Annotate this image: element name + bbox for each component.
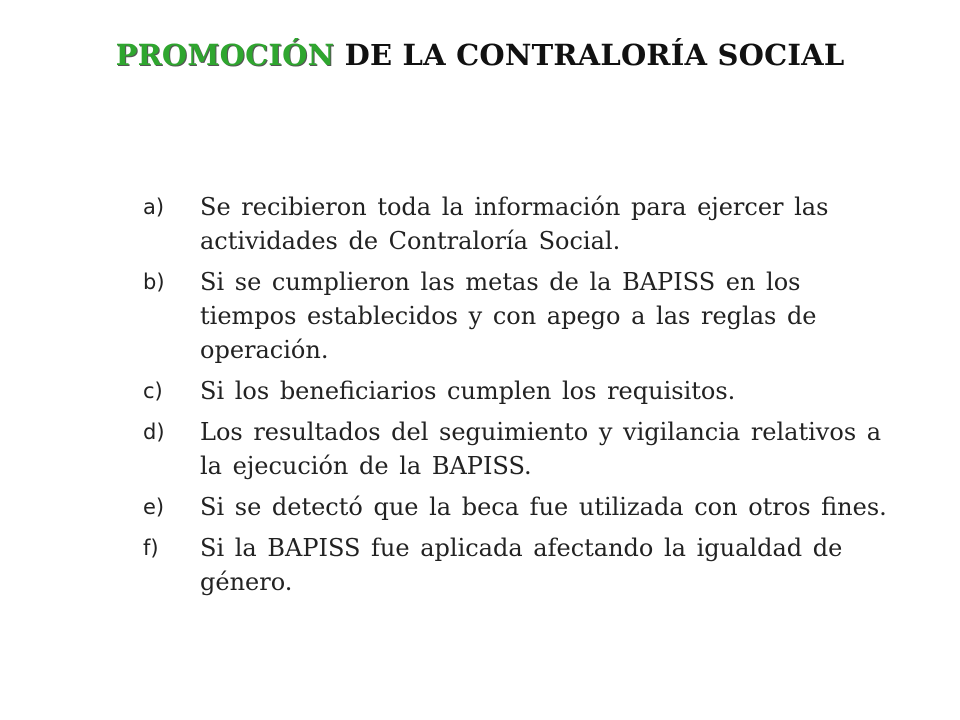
slide-title bbox=[0, 38, 960, 72]
list-marker: f) bbox=[143, 536, 159, 560]
list-marker: e) bbox=[143, 495, 165, 519]
list-item bbox=[143, 531, 903, 599]
list-item-text: Si la BAPISS fue aplicada afectando la igualdad de género. bbox=[200, 534, 843, 596]
title-highlight: PROMOCIÓN bbox=[115, 38, 335, 72]
list-marker: c) bbox=[143, 379, 163, 403]
list-item bbox=[143, 490, 903, 524]
list-item bbox=[143, 374, 903, 408]
list-item-text: Si se detectó que la beca fue utilizada con otros fines. bbox=[200, 493, 887, 521]
list-item-text: Se recibieron toda la información para ejercer las actividades de Contraloría Social. bbox=[200, 193, 829, 255]
list-item-text: Los resultados del seguimiento y vigilancia relativos a la ejecución de la BAPISS. bbox=[200, 418, 882, 480]
list-marker: a) bbox=[143, 195, 165, 219]
list-item bbox=[143, 190, 903, 258]
list-item bbox=[143, 265, 903, 367]
list-marker: d) bbox=[143, 420, 165, 444]
list-item-text: Si se cumplieron las metas de la BAPISS en los tiempos establecidos y con apego a las reglas de operación. bbox=[200, 268, 817, 364]
list-marker: b) bbox=[143, 270, 165, 294]
criteria-list bbox=[143, 190, 903, 606]
title-rest: DE LA CONTRALORÍA SOCIAL bbox=[344, 38, 845, 72]
list-item-text: Si los beneficiarios cumplen los requisitos. bbox=[200, 377, 736, 405]
list-item bbox=[143, 415, 903, 483]
